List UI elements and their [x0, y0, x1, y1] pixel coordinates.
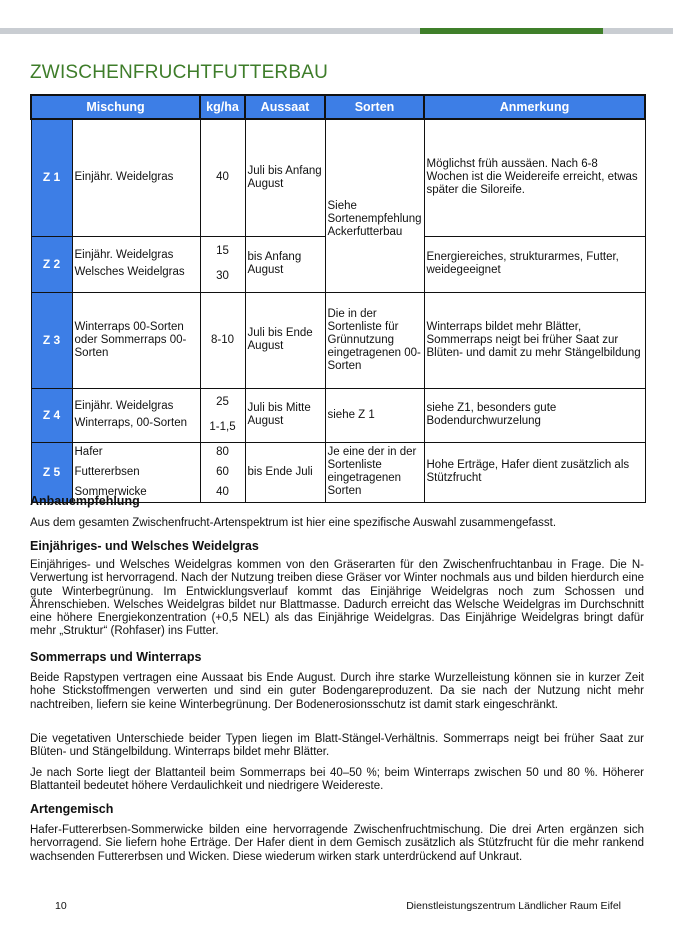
row-id: Z 2	[31, 236, 72, 292]
cell-anmerkung: siehe Z1, besonders gute Bodendurchwurzelung	[424, 388, 645, 442]
kg-item: 40	[216, 485, 229, 498]
table-row	[31, 388, 645, 442]
header-accent-bar	[420, 28, 603, 34]
kg-item: 1-1,5	[209, 421, 236, 433]
section-paragraph: Einjähriges- und Welsches Weidelgras kommen von den Gräserarten für den Zwischenfruchtanbau in Frage. Die N-Verwertung ist hervorragend. Nach der Nutzung treiben diese Gräser vor Winter nochmals aus und bilden hierdurch eine gute Winterbegrünung. Im Entwicklungsverlauf kommt das Einjährige Weidelgras noch zum Schossen und Ährenschieben. Welsches Weidelgras bildet nur Blattmasse. Dadurch erreicht das Welsche Weidelgras im Durchschnitt eine höhere Energiekonzentration (+0,5 NEL) als das Einjährige Weidelgras. Das Einjährige Weidelgras bringt dafür mehr „Struktur“ (Rohfaser) ins Futter.	[30, 559, 644, 638]
col-header-kg: kg/ha	[200, 95, 245, 119]
cell-anmerkung: Winterraps bildet mehr Blätter, Sommerraps neigt bei früher Saat zur Blüten- und damit zu mehr Stängelbildung	[424, 292, 645, 388]
cell-anmerkung: Hohe Erträge, Hafer dient zusätzlich als Stützfrucht	[424, 442, 645, 502]
section-heading: Einjähriges- und Welsches Weidelgras	[30, 539, 259, 553]
cell-kg: 8-10	[200, 292, 245, 388]
kg-item: 60	[216, 465, 229, 478]
section-paragraph: Die vegetativen Unterschiede beider Typen liegen im Blatt-Stängel-Verhältnis. Sommerraps neigt bei früher Saat zur Blüten- und Stängelbildung. Winterraps bildet mehr Blätter.	[30, 733, 644, 759]
cell-aussaat: bis Anfang August	[245, 236, 325, 292]
section-heading: Anbauempfehlung	[30, 494, 140, 508]
cell-sorten: Je eine der in der Sortenliste eingetragenen Sorten	[325, 442, 424, 502]
mixture-table	[30, 94, 646, 503]
mischung-item: Futtererbsen	[74, 465, 140, 478]
cell-kg	[200, 236, 245, 292]
kg-item: 15	[216, 245, 229, 257]
mischung-item: Einjähr. Weidelgras	[74, 249, 174, 261]
section-paragraph: Aus dem gesamten Zwischenfrucht-Artenspektrum ist hier eine spezifische Auswahl zusammengefasst.	[30, 517, 557, 529]
footer-organization: Dienstleistungszentrum Ländlicher Raum Eifel	[406, 900, 621, 912]
section-paragraph: Hafer-Futtererbsen-Sommerwicke bilden eine hervorragende Zwischenfruchtmischung. Die drei Arten ergänzen sich hervorragend. Sie liefern hohe Erträge. Der Hafer dient in dem Gemisch zusätzlich als Stützfrucht für die mehr rankend wachsenden Futtererbsen und Wicken. Diese wiederum wirken stark unterdrückend auf Unkraut.	[30, 824, 644, 863]
mischung-item: Einjähr. Weidelgras	[74, 400, 174, 412]
table-row	[31, 119, 645, 236]
row-id: Z 1	[31, 119, 72, 236]
mischung-item: Hafer	[74, 445, 103, 458]
kg-item: 80	[216, 445, 229, 458]
row-id: Z 5	[31, 442, 72, 502]
page-title: ZWISCHENFRUCHTFUTTERBAU	[30, 62, 329, 83]
cell-mischung	[72, 442, 200, 502]
col-header-sorten: Sorten	[325, 95, 424, 119]
cell-aussaat: Juli bis Ende August	[245, 292, 325, 388]
mischung-item: Winterraps, 00-Sorten	[74, 417, 187, 429]
section-paragraph: Je nach Sorte liegt der Blattanteil beim Sommerraps bei 40–50 %; beim Winterraps zwischen 50 und 80 %. Höherer Blattanteil bedeutet höhere Verdaulichkeit und niedrigere Weidereste.	[30, 767, 644, 793]
col-header-aussaat: Aussaat	[245, 95, 325, 119]
mischung-item: Welsches Weidelgras	[74, 266, 185, 278]
table-row	[31, 292, 645, 388]
cell-sorten: Die in der Sortenliste für Grünnutzung eingetragenen 00-Sorten	[325, 292, 424, 388]
section-heading: Artengemisch	[30, 802, 114, 816]
cell-mischung: Winterraps 00-Sorten oder Sommerraps 00-Sorten	[72, 292, 200, 388]
cell-mischung: Einjähr. Weidelgras	[72, 119, 200, 236]
cell-aussaat: bis Ende Juli	[245, 442, 325, 502]
table-row	[31, 442, 645, 502]
page-number: 10	[55, 900, 67, 912]
cell-anmerkung: Energiereiches, strukturarmes, Futter, weidegeeignet	[424, 236, 645, 292]
cell-sorten-z1-z2: Siehe Sortenempfehlung Ackerfutterbau	[325, 119, 424, 292]
cell-kg	[200, 442, 245, 502]
kg-item: 30	[216, 270, 229, 282]
col-header-mischung: Mischung	[31, 95, 200, 119]
cell-mischung	[72, 236, 200, 292]
col-header-anmerkung: Anmerkung	[424, 95, 645, 119]
table-header-row	[31, 95, 645, 119]
mischung-item: Sommerwicke	[74, 485, 147, 498]
row-id: Z 4	[31, 388, 72, 442]
cell-aussaat: Juli bis Anfang August	[245, 119, 325, 236]
cell-mischung	[72, 388, 200, 442]
section-paragraph: Beide Rapstypen vertragen eine Aussaat bis Ende August. Durch ihre starke Wurzelleistung können sie in kurzer Zeit hohe Stickstoffmengen verwerten und sind ein guter Bodengareproduzent. Da sie nach der Nutzung nicht mehr nachtreiben, liefern sie keine Winterbegrünung. Der Bodenerosionsschutz ist damit stark eingeschränkt.	[30, 672, 644, 711]
cell-aussaat: Juli bis Mitte August	[245, 388, 325, 442]
cell-kg	[200, 388, 245, 442]
row-id: Z 3	[31, 292, 72, 388]
cell-kg: 40	[200, 119, 245, 236]
cell-anmerkung: Möglichst früh aussäen. Nach 6-8 Wochen ist die Weidereife erreicht, etwas später die Siloreife.	[424, 119, 645, 236]
kg-item: 25	[216, 396, 229, 408]
cell-sorten: siehe Z 1	[325, 388, 424, 442]
section-heading: Sommerraps und Winterraps	[30, 650, 202, 664]
